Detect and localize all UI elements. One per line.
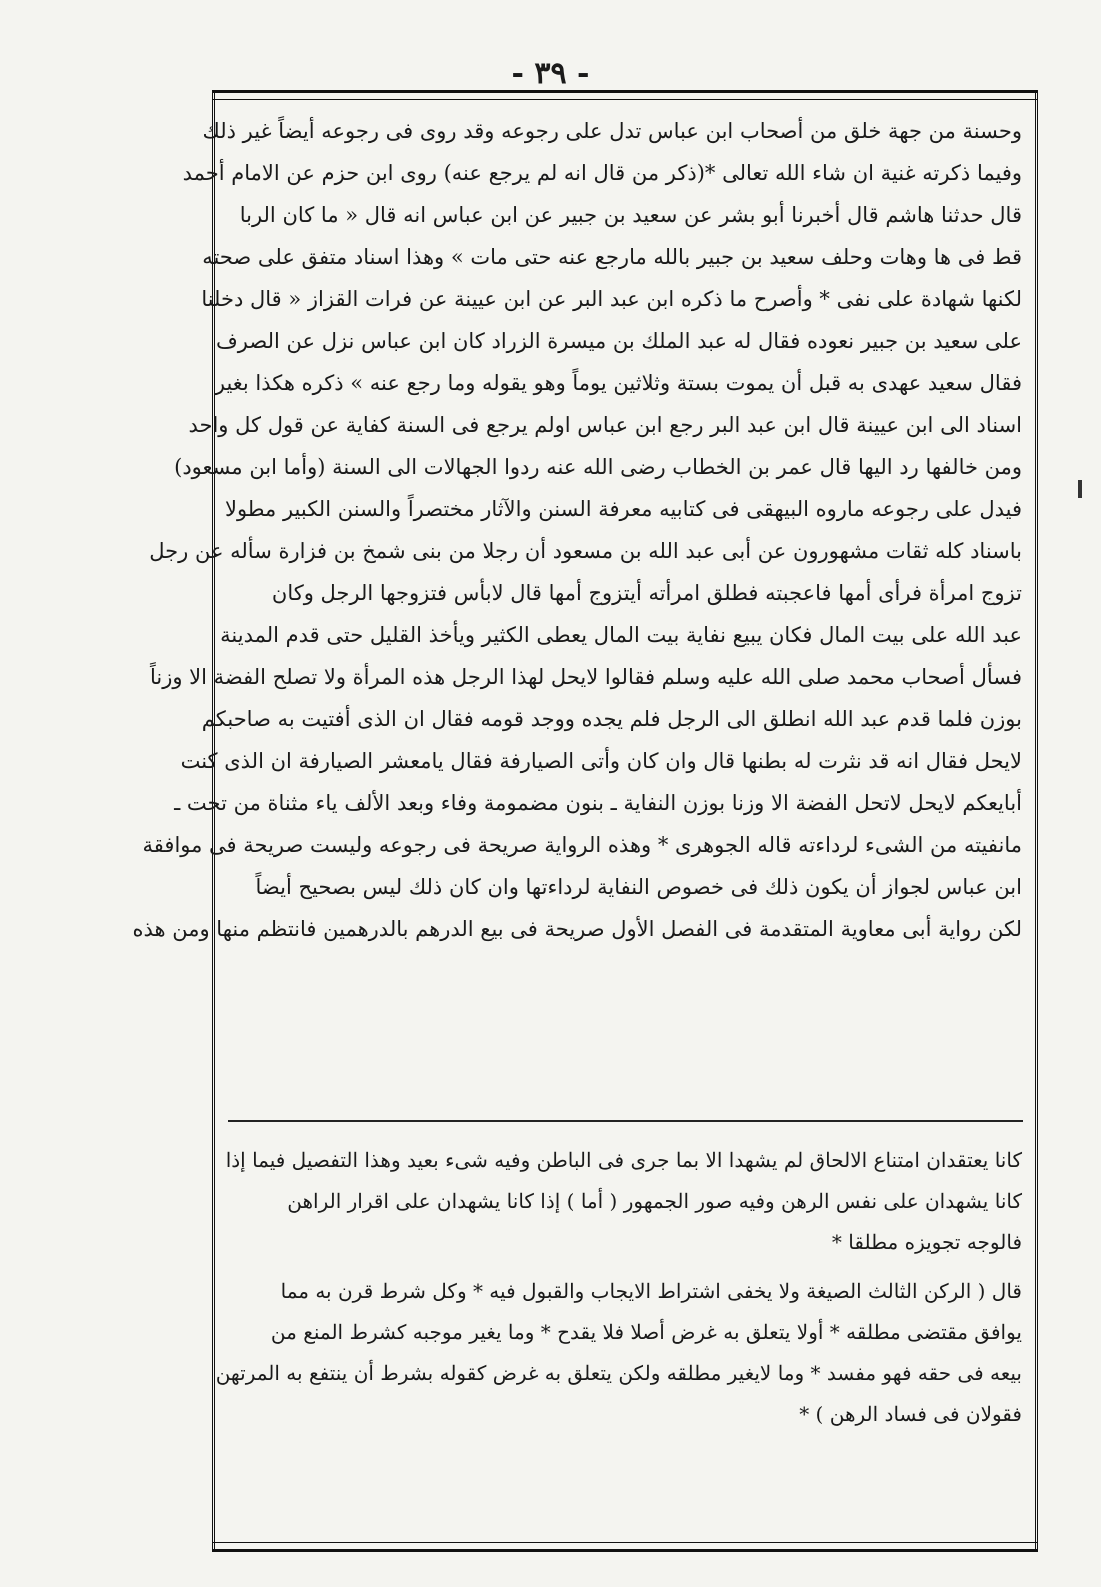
main-line: تزوج امرأة فرأى أمها فاعجبته فطلق امرأته أيتزوج أمها قال لابأس فتزوجها الرجل وكان xyxy=(271,581,1022,605)
main-line: لكنها شهادة على نفى * وأصرح ما ذكره ابن عبد البر عن ابن عيينة عن فرات القزاز « قال دخلنا xyxy=(201,287,1022,311)
main-line: فقال سعيد عهدى به قبل أن يموت بستة وثلاثين يوماً وهو يقوله وما رجع عنه » ذكره هكذا بغير xyxy=(214,371,1022,395)
section-divider xyxy=(228,1120,1023,1122)
main-line: عبد الله على بيت المال فكان يبيع نفاية بيت المال يعطى الكثير ويأخذ القليل حتى قدم المدينة xyxy=(220,623,1022,647)
main-line: وفيما ذكرته غنية ان شاء الله تعالى *(ذكر من قال انه لم يرجع عنه) روى ابن حزم عن الامام أحمد xyxy=(182,161,1022,185)
main-line: بوزن فلما قدم عبد الله انطلق الى الرجل فلم يجده ووجد قومه فقال ان الذى أفتيت به صاحبكم xyxy=(201,707,1022,731)
note-line: فقولان فى فساد الرهن ) * xyxy=(799,1402,1022,1426)
note-line: كانا يشهدان على نفس الرهن وفيه صور الجمهور ( أما ) إذا كانا يشهدان على اقرار الراهن xyxy=(287,1189,1022,1213)
main-line: فسأل أصحاب محمد صلى الله عليه وسلم فقالوا لايحل لهذا الرجل هذه المرأة ولا تصلح الفضة الا وزناً xyxy=(149,665,1022,689)
main-line: باسناد كله ثقات مشهورون عن أبى عبد الله بن مسعود أن رجلا من بنى شمخ بن فزارة سأله عن رجل xyxy=(149,539,1022,563)
margin-mark xyxy=(1078,480,1082,498)
page-number: - ٣٩ - xyxy=(511,56,590,91)
main-line: اسناد الى ابن عيينة قال ابن عبد البر رجع ابن عباس اولم يرجع فى السنة كفاية عن قول كل واحد xyxy=(188,413,1022,437)
main-line: لايحل فقال انه قد نثرت له بطنها قال وان كان وأتى الصيارفة فقال يامعشر الصيارفة ان الذى كنت xyxy=(180,749,1022,773)
main-line: قال حدثنا هاشم قال أخبرنا أبو بشر عن سعيد بن جبير عن ابن عباس انه قال « ما كان الربا xyxy=(239,203,1022,227)
lower-text-block xyxy=(215,1140,1022,1435)
note-line: يوافق مقتضى مطلقه * أولا يتعلق به غرض أصلا فلا يقدح * وما يغير موجبه كشرط المنع من xyxy=(270,1320,1022,1344)
main-line: ومن خالفها رد اليها قال عمر بن الخطاب رضى الله عنه ردوا الجهالات الى السنة (وأما ابن مسعود) xyxy=(174,455,1022,479)
main-line: فيدل على رجوعه ماروه البيهقى فى كتابيه معرفة السنن والآثار مختصراً والسنن الكبير مطولا xyxy=(224,497,1022,521)
note-line: كانا يعتقدان امتناع الالحاق لم يشهدا الا بما جرى فى الباطن وفيه شىء بعيد وهذا التفصيل فيما إذا xyxy=(225,1148,1022,1172)
main-line: أبايعكم لايحل لاتحل الفضة الا وزنا بوزن النفاية ـ بنون مضمومة وفاء وبعد الألف ياء مثناة من تحت ـ xyxy=(174,791,1022,815)
note-line: فالوجه تجويزه مطلقا * xyxy=(831,1230,1022,1254)
note-line: بيعه فى حقه فهو مفسد * وما لايغير مطلقه ولكن يتعلق به غرض كقوله بشرط أن ينتفع به المرتهن xyxy=(215,1361,1022,1385)
main-line: لكن رواية أبى معاوية المتقدمة فى الفصل الأول صريحة فى بيع الدرهم بالدرهمين فانتظم منها ومن هذه xyxy=(132,917,1022,941)
main-line: وحسنة من جهة خلق من أصحاب ابن عباس تدل على رجوعه وقد روى فى رجوعه أيضاً غير ذلك xyxy=(202,119,1022,143)
note-line: قال ( الركن الثالث الصيغة ولا يخفى اشتراط الايجاب والقبول فيه * وكل شرط قرن به مما xyxy=(280,1279,1022,1303)
main-line: على سعيد بن جبير نعوده فقال له عبد الملك بن ميسرة الزراد كان ابن عباس نزل عن الصرف xyxy=(216,329,1022,353)
frame-bottom-rule xyxy=(212,1542,1038,1552)
main-line: قط فى ها وهات وحلف سعيد بن جبير بالله مارجع عنه حتى مات » وهذا اسناد متفق على صحته xyxy=(202,245,1022,269)
main-line: مانفيته من الشىء لرداءته قاله الجوهرى * وهذه الرواية صريحة فى رجوعه وليست صريحة فى موافقة xyxy=(142,833,1022,857)
main-line: ابن عباس لجواز أن يكون ذلك فى خصوص النفاية لرداءتها وان كان ذلك ليس بصحيح أيضاً xyxy=(255,875,1022,899)
main-text-block xyxy=(132,110,1022,950)
paragraph-gap xyxy=(232,1263,1022,1271)
